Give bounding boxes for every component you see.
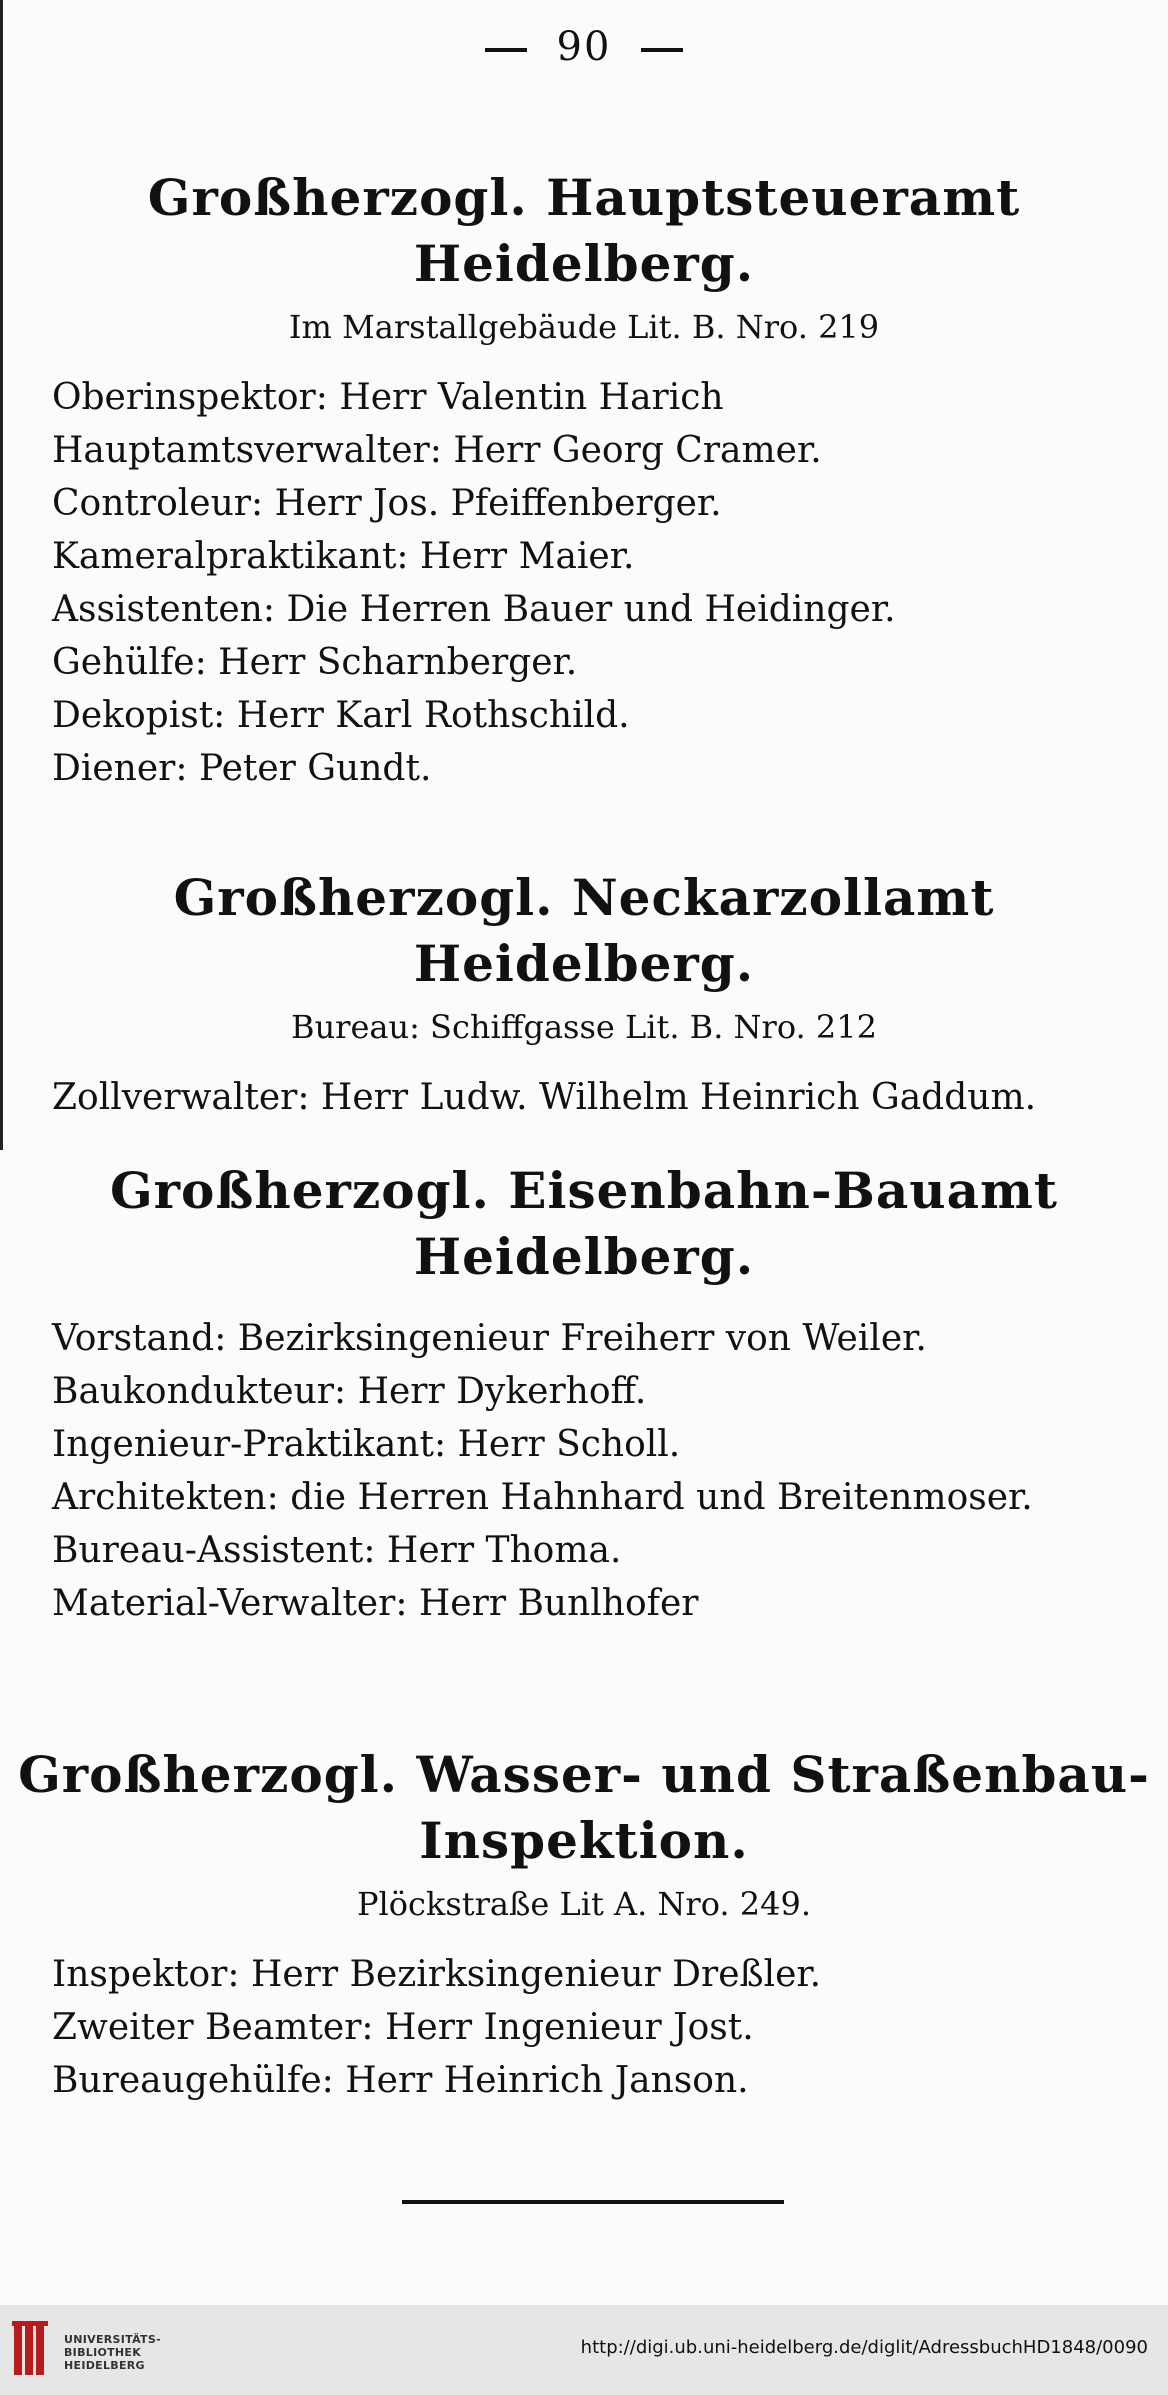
- section-heading: Großherzogl. Neckarzollamt Heidelberg.: [173, 868, 995, 993]
- logo-text-line: HEIDELBERG: [64, 2359, 145, 2372]
- section-heading: Großherzogl. Hauptsteueramt Heidelberg.: [147, 168, 1021, 293]
- staff-role: Controleur:: [52, 483, 264, 524]
- staff-name: Herr Ludw. Wilhelm Heinrich Gaddum.: [320, 1077, 1037, 1118]
- staff-entry: [52, 530, 1168, 583]
- staff-entry: [52, 2001, 1168, 2054]
- staff-name: Herr Maier.: [420, 536, 635, 577]
- section-address: Bureau: Schiffgasse Lit. B. Nro. 212: [291, 1008, 877, 1046]
- section-heading: Großherzogl. Wasser- und Straßenbau-: [18, 1745, 1150, 1804]
- staff-role: Oberinspektor:: [52, 377, 328, 418]
- staff-role: Bureau-Assistent:: [52, 1530, 376, 1571]
- staff-entry: [52, 1418, 1168, 1471]
- staff-entry: [52, 1471, 1168, 1524]
- section-address: Plöckstraße Lit A. Nro. 249.: [356, 1885, 812, 1923]
- section-heading-continued: Inspektion.: [419, 1811, 749, 1870]
- staff-entry: [52, 1524, 1168, 1577]
- staff-name: Bezirksingenieur Freiherr von Weiler.: [237, 1318, 927, 1359]
- logo-text-line: BIBLIOTHEK: [64, 2346, 142, 2359]
- staff-role: Diener:: [52, 748, 188, 789]
- staff-name: Herr Jos. Pfeiffenberger.: [274, 483, 722, 524]
- section-wasser-strassenbau-inspektion: [0, 1742, 1168, 2107]
- viewer-footer-bar: [0, 2305, 1168, 2395]
- staff-name: Die Herren Bauer und Heidinger.: [286, 589, 896, 630]
- staff-role: Zweiter Beamter:: [52, 2007, 374, 2048]
- staff-role: Zollverwalter:: [52, 1077, 310, 1118]
- staff-name: die Herren Hahnhard und Breitenmoser.: [290, 1477, 1033, 1518]
- staff-entry: [52, 424, 1168, 477]
- staff-entry: [52, 2054, 1168, 2107]
- section-address: Im Marstallgebäude Lit. B. Nro. 219: [288, 308, 880, 346]
- section-heading: Großherzogl. Eisenbahn-Bauamt: [109, 1161, 1059, 1220]
- page-number-line: [0, 24, 1168, 70]
- staff-role: Gehülfe:: [52, 642, 207, 683]
- closing-rule: [402, 2200, 784, 2204]
- staff-name: Herr Scholl.: [457, 1424, 681, 1465]
- library-logo-icon: [12, 2321, 52, 2379]
- staff-name: Herr Bezirksingenieur Dreßler.: [250, 1954, 822, 1995]
- staff-entry: [52, 1071, 1168, 1124]
- section-hauptsteueramt: [0, 165, 1168, 795]
- staff-list: [52, 1071, 1168, 1124]
- section-eisenbahn-bauamt: [0, 1158, 1168, 1630]
- page-number-dash-right: [641, 48, 683, 52]
- staff-role: Vorstand:: [52, 1318, 227, 1359]
- staff-role: Kameralpraktikant:: [52, 536, 409, 577]
- section-heading-continued: Heidelberg.: [413, 1227, 755, 1286]
- staff-list: [52, 371, 1168, 795]
- staff-name: Herr Ingenieur Jost.: [385, 2007, 754, 2048]
- staff-entry: [52, 636, 1168, 689]
- staff-name: Herr Dykerhoff.: [357, 1371, 647, 1412]
- staff-list: [52, 1312, 1168, 1630]
- staff-entry: [52, 583, 1168, 636]
- staff-list: [52, 1948, 1168, 2107]
- staff-role: Bureaugehülfe:: [52, 2060, 334, 2101]
- staff-name: Peter Gundt.: [198, 748, 432, 789]
- staff-entry: [52, 1312, 1168, 1365]
- staff-entry: [52, 742, 1168, 795]
- staff-name: Herr Bunlhofer: [418, 1583, 699, 1624]
- university-library-logo[interactable]: [12, 2315, 162, 2385]
- staff-entry: [52, 477, 1168, 530]
- logo-text-line: UNIVERSITÄTS-: [64, 2333, 161, 2346]
- page-number-dash-left: [485, 48, 527, 52]
- staff-role: Material-Verwalter:: [52, 1583, 408, 1624]
- staff-entry: [52, 1365, 1168, 1418]
- staff-entry: [52, 689, 1168, 742]
- library-logo-text: [64, 2333, 161, 2372]
- staff-name: Herr Valentin Harich: [339, 377, 724, 418]
- staff-name: Herr Thoma.: [386, 1530, 622, 1571]
- staff-role: Inspektor:: [52, 1954, 240, 1995]
- staff-entry: [52, 1948, 1168, 2001]
- staff-entry: [52, 1577, 1168, 1630]
- page-number: 90: [556, 24, 612, 70]
- staff-name: Herr Karl Rothschild.: [236, 695, 630, 736]
- permalink-url[interactable]: http://digi.ub.uni-heidelberg.de/diglit/AdressbuchHD1848/0090: [580, 2337, 1148, 2358]
- staff-name: Herr Heinrich Janson.: [345, 2060, 749, 2101]
- staff-role: Architekten:: [52, 1477, 279, 1518]
- staff-role: Hauptamtsverwalter:: [52, 430, 442, 471]
- staff-name: Herr Scharnberger.: [218, 642, 578, 683]
- staff-role: Ingenieur-Praktikant:: [52, 1424, 447, 1465]
- section-neckarzollamt: [0, 865, 1168, 1124]
- staff-role: Assistenten:: [52, 589, 275, 630]
- staff-entry: [52, 371, 1168, 424]
- staff-role: Dekopist:: [52, 695, 226, 736]
- staff-role: Baukondukteur:: [52, 1371, 347, 1412]
- staff-name: Herr Georg Cramer.: [453, 430, 822, 471]
